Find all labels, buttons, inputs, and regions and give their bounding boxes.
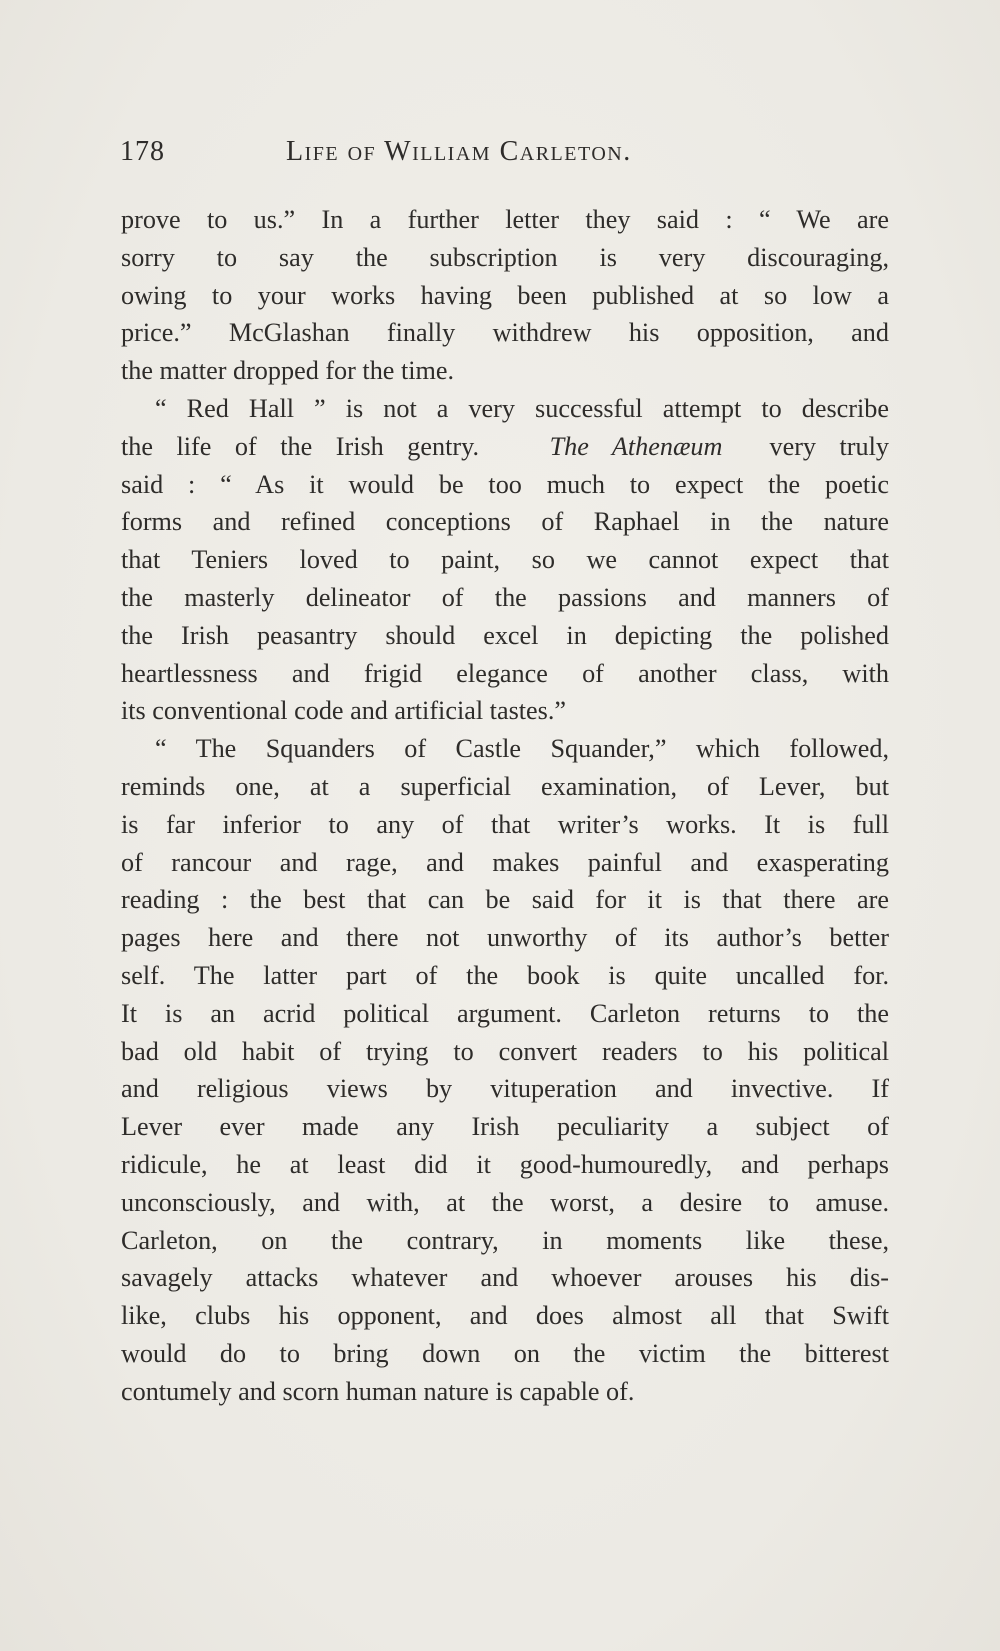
text-line: It is an acrid political argument. Carleton returns to the (121, 998, 889, 1028)
text-line: that Teniers loved to paint, so we cannot expect that (121, 545, 889, 575)
text-line: prove to us.” In a further letter they said : “ We are (121, 205, 889, 234)
text-line: said : “ As it would be too much to expect the poetic (121, 469, 889, 499)
text-line: savagely attacks whatever and whoever arouses his dis- (121, 1263, 889, 1293)
text-line: its conventional code and artificial tastes.” (121, 696, 567, 726)
text-line: reading : the best that can be said for it is that there are (121, 885, 889, 915)
text-line: sorry to say the subscription is very discouraging, (121, 242, 889, 272)
body-text (121, 201, 889, 1411)
text-fragment: very truly (769, 431, 889, 461)
text-line-with-title (121, 428, 889, 466)
text-line: bad old habit of trying to convert readers to his political (121, 1036, 889, 1066)
page-header (120, 136, 880, 176)
running-title: Life of William Carleton. (286, 136, 632, 167)
text-line: of rancour and rage, and makes painful and exasperating (121, 847, 889, 877)
text-line: forms and refined conceptions of Raphael in the nature (121, 507, 889, 537)
text-line: reminds one, at a superficial examination, of Lever, but (121, 771, 889, 801)
text-line: Carleton, on the contrary, in moments like these, (121, 1225, 889, 1255)
paragraph-1 (121, 201, 889, 390)
text-fragment: the life of the Irish gentry. (121, 431, 480, 461)
text-line: self. The latter part of the book is quite uncalled for. (121, 960, 889, 990)
text-line: unconsciously, and with, at the worst, a desire to amuse. (121, 1187, 889, 1217)
page-number: 178 (120, 136, 165, 167)
text-line: and religious views by vituperation and invective. If (121, 1074, 889, 1104)
periodical-title: The Athenæum (549, 431, 723, 461)
text-line: the matter dropped for the time. (121, 356, 455, 386)
text-line: heartlessness and frigid elegance of another class, with (121, 658, 889, 688)
text-line: the masterly delineator of the passions and manners of (121, 582, 889, 612)
text-line: like, clubs his opponent, and does almost all that Swift (121, 1301, 889, 1331)
text-line: would do to bring down on the victim the bitterest (121, 1338, 889, 1368)
text-line: price.” McGlashan finally withdrew his opposition, and (121, 318, 889, 348)
text-line: Lever ever made any Irish peculiarity a subject of (121, 1112, 889, 1142)
text-line: is far inferior to any of that writer’s works. It is full (121, 809, 889, 839)
paragraph-3 (121, 730, 889, 1410)
text-line: ridicule, he at least did it good-humouredly, and perhaps (121, 1149, 889, 1179)
text-line: pages here and there not unworthy of its author’s better (121, 923, 889, 953)
text-line: “ Red Hall ” is not a very successful attempt to describe (155, 393, 889, 423)
text-line: the Irish peasantry should excel in depicting the polished (121, 620, 889, 650)
paragraph-2 (121, 390, 889, 730)
text-line: “ The Squanders of Castle Squander,” which followed, (155, 734, 889, 764)
text-line: contumely and scorn human nature is capable of. (121, 1376, 635, 1406)
text-line: owing to your works having been published at so low a (121, 280, 889, 310)
